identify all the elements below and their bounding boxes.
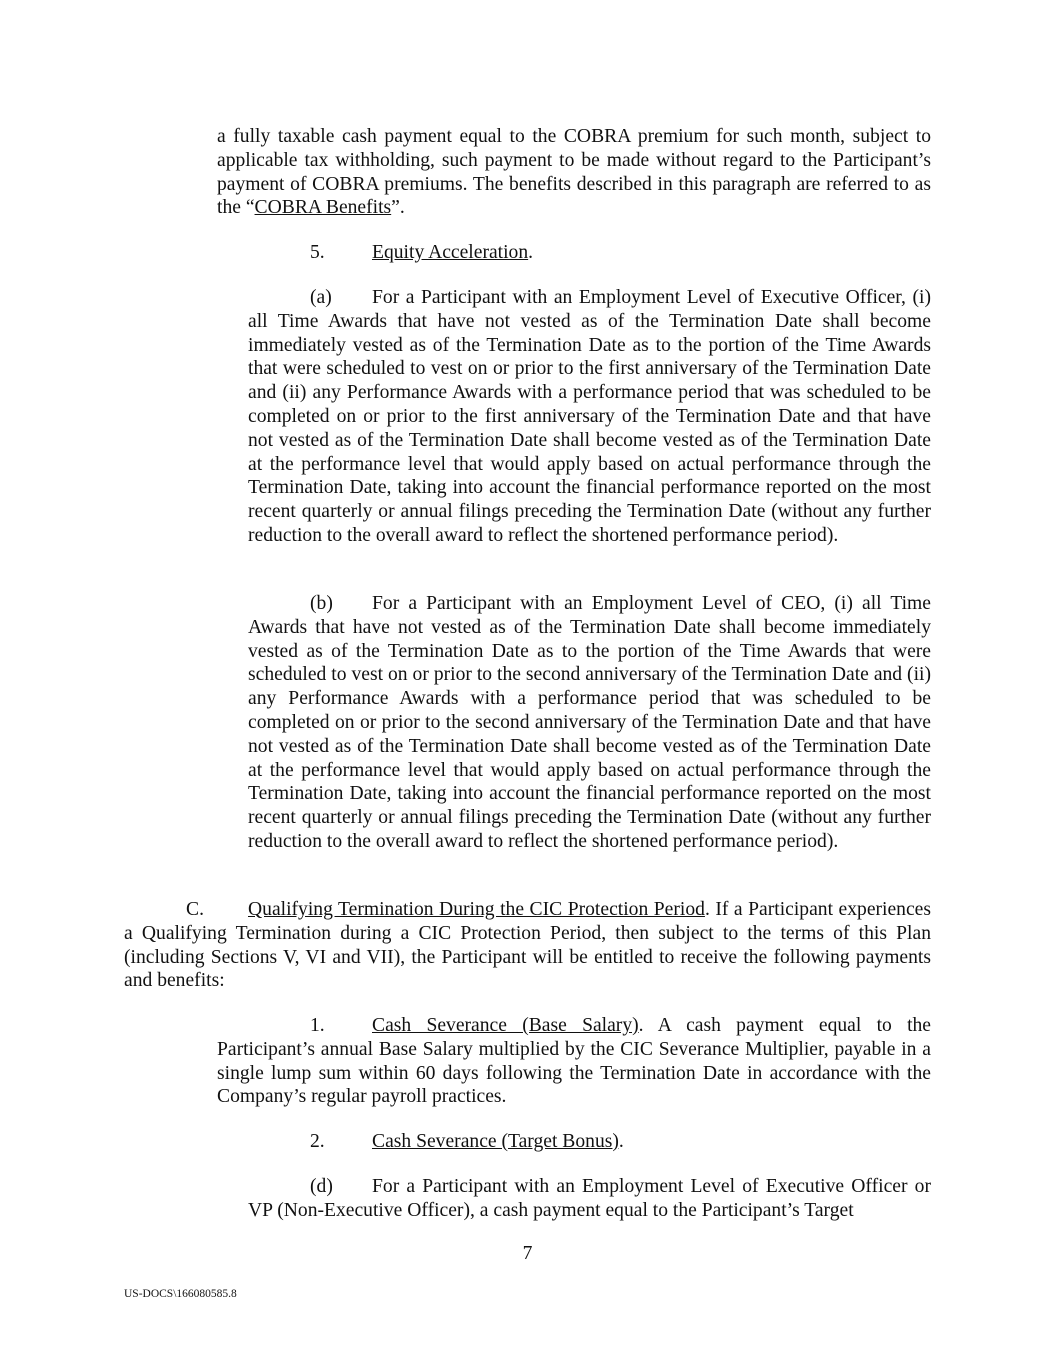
item-1-paragraph: [217, 1014, 931, 1109]
paragraph-a-label: (a): [310, 287, 332, 308]
section-c-title: Qualifying Termination During the CIC Protection Period: [248, 899, 705, 920]
item-1-text: . A cash payment equal to the Participant’s annual Base Salary multiplied by the CIC Severance Multiplier, payable in a single lump sum within 60 days following the Termination Date in accordance with the Company’s regular payroll practices.: [217, 1015, 932, 1108]
cobra-benefits-term: COBRA Benefits: [254, 197, 392, 219]
item-2-number: 2.: [310, 1131, 325, 1152]
paragraph-d: [248, 1175, 931, 1223]
page-number: 7: [522, 1243, 533, 1264]
section-5-title: Equity Acceleration: [372, 242, 529, 263]
section-5-number: 5.: [310, 242, 325, 263]
section-5-heading: [310, 241, 533, 265]
paragraph-a: [248, 286, 931, 548]
paragraph-d-label: (d): [310, 1176, 333, 1197]
paragraph-b: [248, 592, 931, 854]
section-c-paragraph: [124, 898, 931, 993]
paragraph-b-text: For a Participant with an Employment Level of CEO, (i) all Time Awards that have not vested as of the Termination Date shall become immediately vested as of the Termination Date as to the portion of the Time Awards that were scheduled to vest on or prior to the second anniversary of the Termination Date and (ii) any Performance Awards with a performance period that was scheduled to be completed on or prior to the second anniversary of the Termination Date and that have not vested as of the Termination Date shall become vested as of the Termination Date at the performance level that would apply based on actual performance through the Termination Date, taking into account the financial performance reported on the most recent quarterly or annual filings preceding the Termination Date (without any further reduction to the overall award to reflect the shortened performance period).: [248, 593, 931, 852]
item-2-heading: [310, 1130, 624, 1154]
document-footer-id: US-DOCS\166080585.8: [124, 1288, 237, 1300]
cobra-paragraph: [217, 125, 931, 220]
cobra-text: a fully taxable cash payment equal to the COBRA premium for such month, subject to applicable tax withholding, such payment to be made without regard to the Participant’s payment of COBRA premiums. The benefits described in this paragraph are referred to as the “: [217, 126, 931, 219]
cobra-text-end: ”.: [391, 197, 405, 219]
item-2-punct: .: [618, 1131, 624, 1152]
item-1-title: Cash Severance (Base Salary): [372, 1015, 639, 1036]
section-5-punct: .: [528, 242, 534, 263]
paragraph-b-label: (b): [310, 593, 333, 614]
item-2-title: Cash Severance (Target Bonus): [372, 1131, 619, 1152]
paragraph-d-text: For a Participant with an Employment Level of Executive Officer or VP (Non-Executive Officer), a cash payment equal to the Participant’s Target: [248, 1176, 931, 1221]
paragraph-a-text: For a Participant with an Employment Level of Executive Officer, (i) all Time Awards that have not vested as of the Termination Date shall become immediately vested as of the Termination Date as to the portion of the Time Awards that were scheduled to vest on or prior to the first anniversary of the Termination Date and (ii) any Performance Awards with a performance period that was scheduled to be completed on or prior to the first anniversary of the Termination Date and that have not vested as of the Termination Date shall become vested as of the Termination Date at the performance level that would apply based on actual performance through the Termination Date, taking into account the financial performance reported on the most recent quarterly or annual filings preceding the Termination Date (without any further reduction to the overall award to reflect the shortened performance period).: [248, 287, 931, 546]
section-c-label: C.: [186, 899, 204, 920]
item-1-number: 1.: [310, 1015, 325, 1036]
section-c-text: . If a Participant experiences a Qualifying Termination during a CIC Protection Period, then subject to the terms of this Plan (including Sections V, VI and VII), the Participant will be entitled to receive the following payments and benefits:: [124, 899, 931, 992]
